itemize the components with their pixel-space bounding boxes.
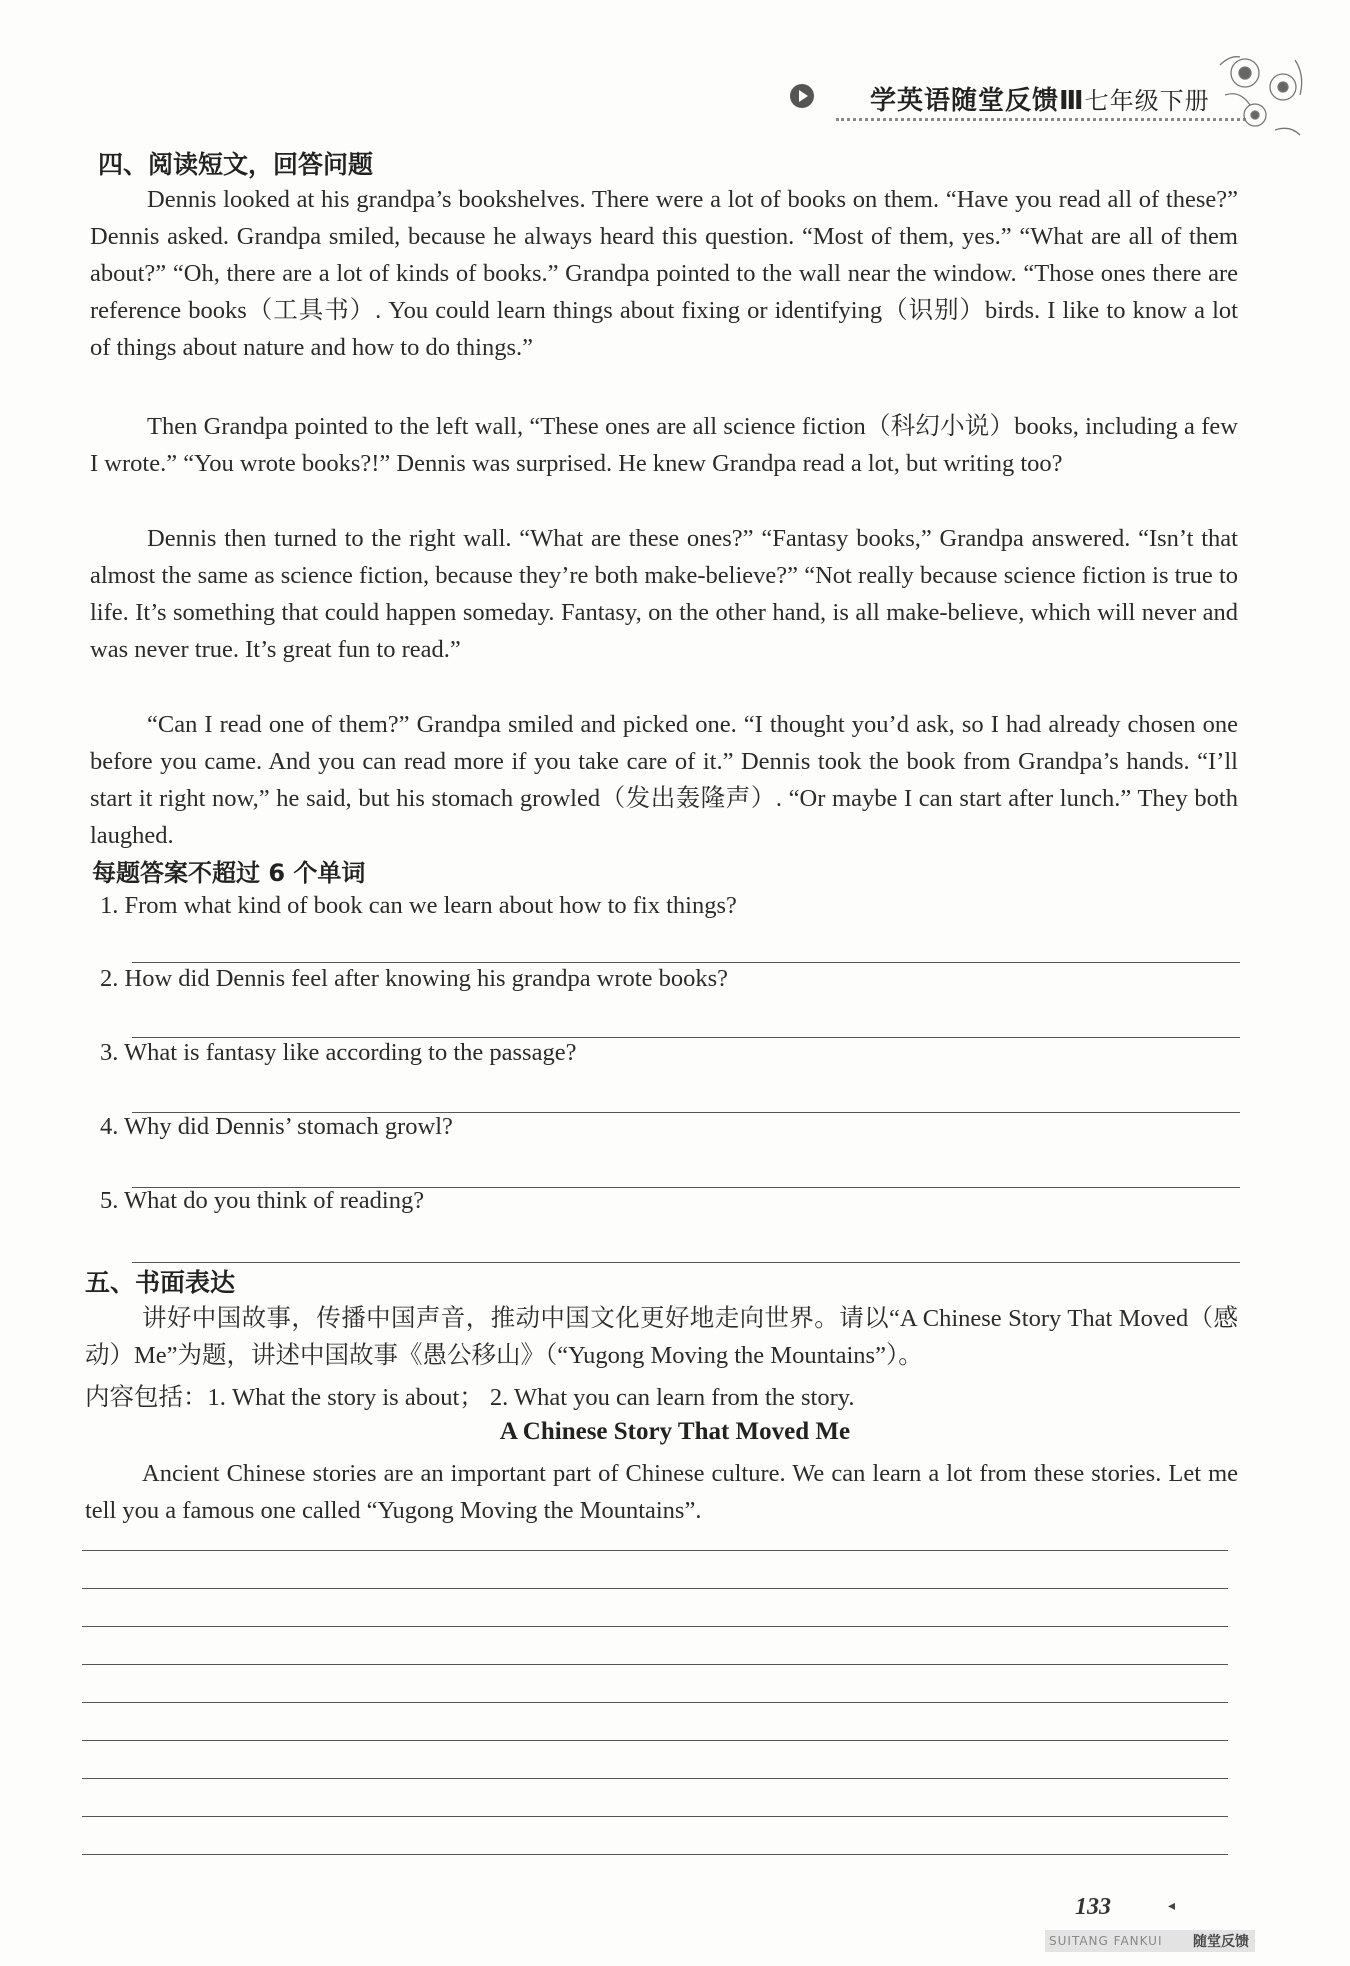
play-icon: [790, 84, 814, 108]
running-header: [790, 78, 1260, 118]
answer-line-5[interactable]: [132, 1262, 1240, 1263]
writing-line[interactable]: [82, 1550, 1228, 1551]
question-5: 5. What do you think of reading?: [100, 1187, 425, 1214]
question-1: 1. From what kind of book can we learn about how to fix things?: [100, 892, 737, 919]
answer-line-1[interactable]: [132, 962, 1240, 963]
writing-line[interactable]: [82, 1626, 1228, 1627]
header-dotted-rule: [836, 118, 1246, 121]
essay-opening: Ancient Chinese stories are an important part of Chinese culture. We can learn a lot from these stories. Let me tell you a famous one called “Yugong Moving the Mountains”.: [85, 1460, 1238, 1524]
passage-paragraph-4: “Can I read one of them?” Grandpa smiled and picked one. “I thought you’d ask, so I had already chosen one before you came. And you can read more if you take care of it.” Dennis took the book from Grandpa’s hands. “I’ll start it right now,” he said, but his stomach growled（发出轰隆声）. “Or maybe I can start after lunch.” They both laughed.: [90, 711, 1238, 849]
passage-paragraph-1: Dennis looked at his grandpa’s bookshelves. There were a lot of books on them. “Have you read all of these?” Dennis asked. Grandpa smiled, because he always heard this question. “Most of them, yes.” “What are all of them about?” “Oh, there are a lot of kinds of books.” Grandpa pointed to the wall near the window. “Those ones there are reference books（工具书）. You could learn things about fixing or identifying（识别）birds. I like to know a lot of things about nature and how to do things.”: [90, 186, 1238, 361]
footer-band-cn: 随堂反馈: [1193, 1934, 1249, 1950]
writing-line[interactable]: [82, 1816, 1228, 1817]
question-instruction: 每题答案不超过 6 个单词: [92, 859, 366, 887]
question-3: 3. What is fantasy like according to the passage?: [100, 1039, 577, 1066]
footer-band-en: SUITANG FANKUI: [1049, 1934, 1163, 1948]
writing-line[interactable]: [82, 1740, 1228, 1741]
answer-line-2[interactable]: [132, 1037, 1240, 1038]
section4-title: 四、阅读短文，回答问题: [98, 150, 374, 179]
passage-paragraph-3: Dennis then turned to the right wall. “What are these ones?” “Fantasy books,” Grandpa answered. “Isn’t that almost the same as science fiction, because they’re both make-believe?” “Not really because science fiction is true to life. It’s something that could happen someday. Fantasy, on the other hand, is all make-believe, which will never and was never true. It’s great fun to read.”: [90, 525, 1238, 663]
question-2: 2. How did Dennis feel after knowing his grandpa wrote books?: [100, 965, 729, 992]
arrow-left-icon: ◂: [1168, 1899, 1176, 1914]
essay-title: A Chinese Story That Moved Me: [499, 1418, 851, 1445]
section5-title: 五、书面表达: [85, 1268, 236, 1297]
question-4: 4. Why did Dennis’ stomach growl?: [100, 1113, 453, 1140]
writing-line[interactable]: [82, 1702, 1228, 1703]
writing-line[interactable]: [82, 1854, 1228, 1855]
writing-line[interactable]: [82, 1664, 1228, 1665]
content-requirements: 内容包括：1. What the story is about； 2. What you can learn from the story.: [85, 1384, 855, 1411]
flower-decoration-icon: [1205, 35, 1325, 155]
page-number: 133: [1075, 1894, 1111, 1920]
footer-band: [1045, 1930, 1255, 1952]
writing-line[interactable]: [82, 1778, 1228, 1779]
passage-paragraph-2: Then Grandpa pointed to the left wall, “These ones are all science fiction（科幻小说）books, including a few I wrote.” “You wrote books?!” Dennis was surprised. He knew Grandpa read a lot, but writing too?: [90, 413, 1238, 477]
book-title: 学英语随堂反馈Ⅲ七年级下册: [870, 86, 1210, 116]
book-subtitle: 七年级下册: [1084, 87, 1210, 115]
writing-prompt: 讲好中国故事，传播中国声音，推动中国文化更好地走向世界。请以“A Chinese Story That Moved（感动）Me”为题，讲述中国故事《愚公移山》（“Yugong Moving the Mountains”）。: [85, 1305, 1238, 1369]
writing-line[interactable]: [82, 1588, 1228, 1589]
